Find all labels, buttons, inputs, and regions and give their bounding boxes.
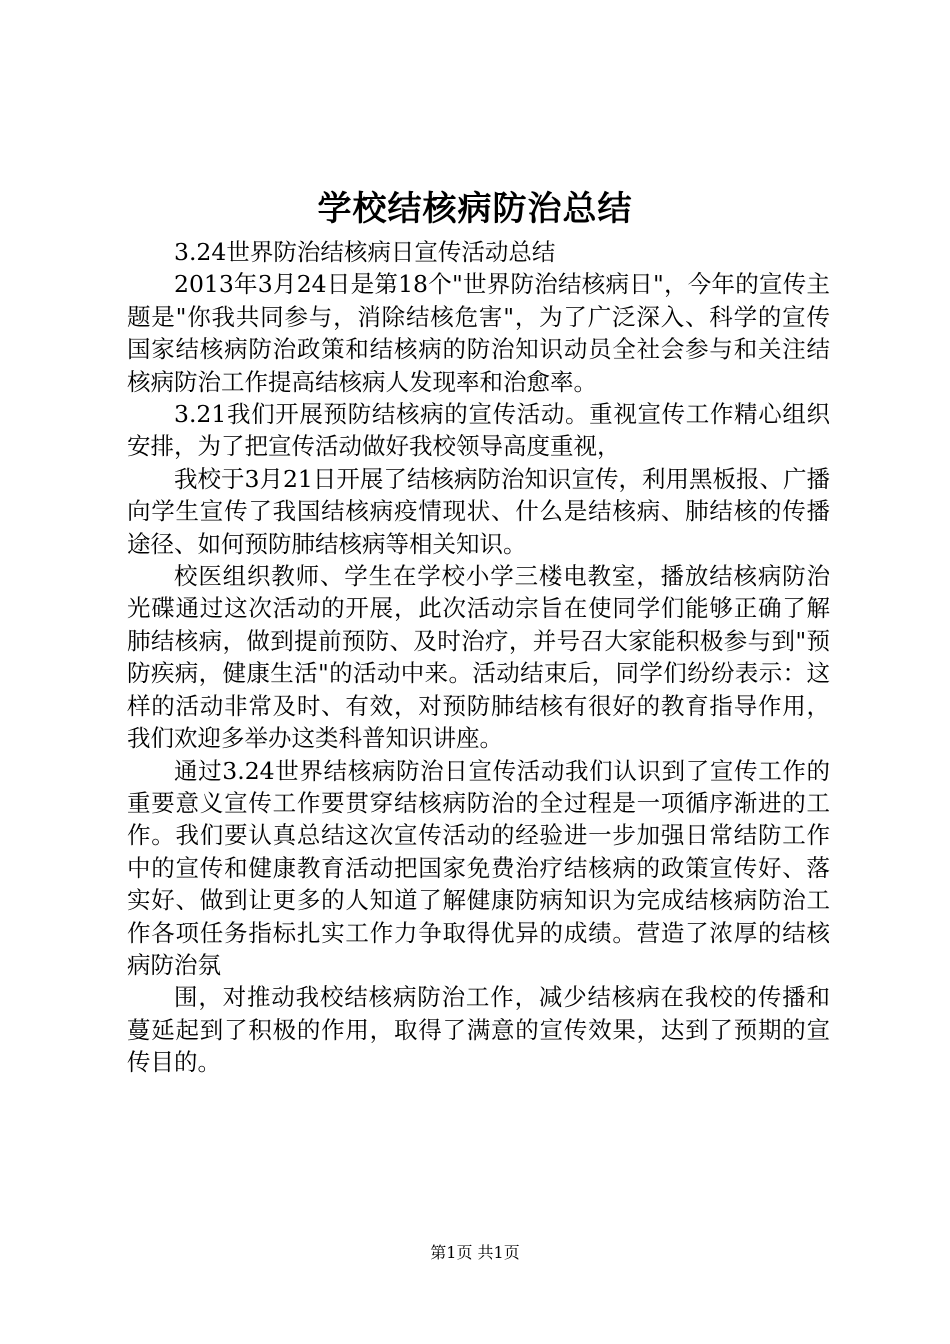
paragraph: 校医组织教师、学生在学校小学三楼电教室，播放结核病防治光碟通过这次活动的开展，此次活动宗旨在使同学们能够正确了解肺结核病，做到提前预防、及时治疗，并号召大家能积极参与到"预防疾病，健康生活"的活动中来。活动结束后，同学们纷纷表示：这样的活动非常及时、有效，对预防肺结核有很好的教育指导作用，我们欢迎多举办这类科普知识讲座。 (127, 562, 830, 753)
paragraph: 3.21我们开展预防结核病的宣传活动。重视宣传工作精心组织安排，为了把宣传活动做好我校领导高度重视， (127, 400, 830, 461)
paragraph: 2013年3月24日是第18个"世界防治结核病日"，今年的宣传主题是"你我共同参与，消除结核危害"，为了广泛深入、科学的宣传国家结核病防治政策和结核病的防治知识动员全社会参与和关注结核病防治工作提高结核病人发现率和治愈率。 (127, 270, 830, 396)
page-footer: 第1页 共1页 (430, 1243, 520, 1262)
document-title: 学校结核病防治总结 (317, 189, 633, 229)
paragraph: 通过3.24世界结核病防治日宣传活动我们认识到了宣传工作的重要意义宣传工作要贯穿结核病防治的全过程是一项循序渐进的工作。我们要认真总结这次宣传活动的经验进一步加强日常结防工作中的宣传和健康教育活动把国家免费治疗结核病的政策宣传好、落实好、做到让更多的人知道了解健康防病知识为完成结核病防治工作各项任务指标扎实工作力争取得优异的成绩。营造了浓厚的结核病防治氛 (127, 756, 830, 979)
paragraph-subtitle: 3.24世界防治结核病日宣传活动总结 (174, 238, 556, 266)
document-body (127, 236, 830, 1079)
paragraph: 围，对推动我校结核病防治工作，减少结核病在我校的传播和蔓延起到了积极的作用，取得了满意的宣传效果，达到了预期的宣传目的。 (127, 983, 830, 1077)
paragraph: 我校于3月21日开展了结核病防治知识宣传，利用黑板报、广播向学生宣传了我国结核病疫情现状、什么是结核病、肺结核的传播途径、如何预防肺结核病等相关知识。 (127, 464, 830, 558)
